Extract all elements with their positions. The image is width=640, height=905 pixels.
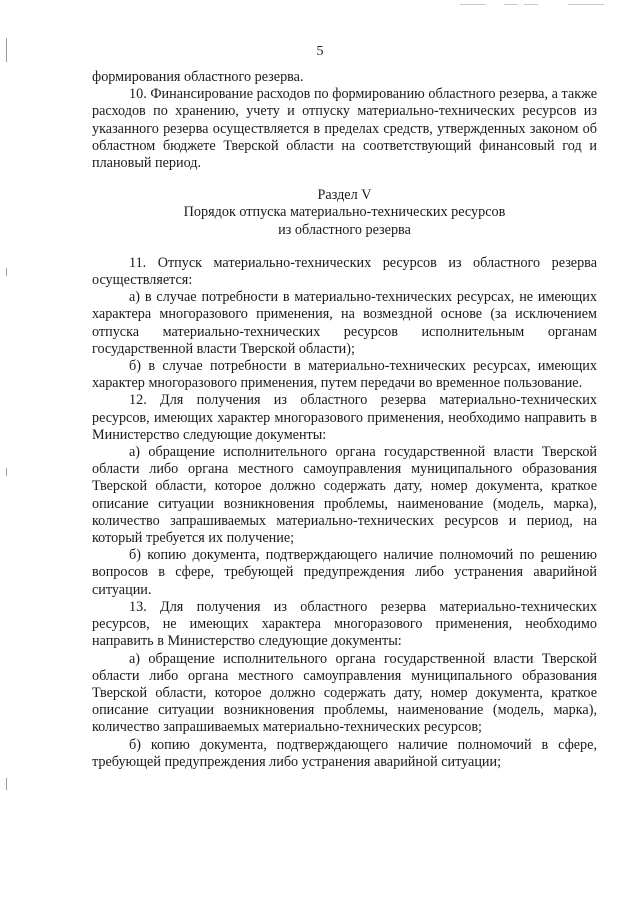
section-title-line: Порядок отпуска материально-технических ресурсов <box>183 204 506 221</box>
margin-scan-mark <box>6 468 7 476</box>
paragraph: 13. Для получения из областного резерва материально-технических ресурсов, не имеющих характера многоразового применения, необходимо направить в Министерство следующие документы: <box>92 598 597 650</box>
paragraph: 11. Отпуск материально-технических ресурсов из областного резерва осуществляется: <box>92 254 597 289</box>
paragraph: а) обращение исполнительного органа государственной власти Тверской области либо органа местного самоуправления муниципального образования Тверской области, которое должно содержать дату, номер документа, краткое описание ситуации возникновения проблемы, наименование (модель, марка), количество запрашиваемых материально-технических ресурсов и период, на который требуется их получение; <box>92 444 597 547</box>
section-number: Раздел V <box>317 187 372 204</box>
paragraph: 12. Для получения из областного резерва материально-технических ресурсов, имеющих характер многоразового применения, необходимо направить в Министерство следующие документы: <box>92 392 597 443</box>
paragraph: а) в случае потребности в материально-технических ресурсах, не имеющих характера многоразового применения, на возмездной основе (за исключением отпуска материально-технических ресурсов исполнительным органам государственной власти Тверской области); <box>92 289 597 357</box>
paragraph: 10. Финансирование расходов по формированию областного резерва, а также расходов по хранению, учету и отпуску материально-технических ресурсов из указанного резерва осуществляется в пределах средств, утвержденных законом об областном бюджете Тверской области на соответствующий финансовый год и плановый период. <box>92 86 597 172</box>
paragraph: б) копию документа, подтверждающего наличие полномочий по решению вопросов в сфере, требующей предупреждения либо устранения аварийной ситуации. <box>92 547 597 598</box>
section-title-line: из областного резерва <box>278 221 411 238</box>
paragraph: формирования областного резерва. <box>92 69 304 85</box>
paragraph: б) в случае потребности в материально-технических ресурсах, имеющих характер многоразового применения, путем передачи во временное пользование. <box>92 358 597 392</box>
section-heading <box>92 187 597 239</box>
page-number: 5 <box>316 44 324 59</box>
margin-scan-mark <box>6 268 7 276</box>
document-body <box>92 69 597 771</box>
scan-artifact-marks <box>440 4 620 6</box>
paragraph: б) копию документа, подтверждающего наличие полномочий в сфере, требующей предупреждения либо устранения аварийной ситуации; <box>92 736 597 770</box>
paragraph: а) обращение исполнительного органа государственной власти Тверской области либо органа местного самоуправления муниципального образования Тверской области, которое должно содержать дату, номер документа, краткое описание ситуации возникновения проблемы, наименование (модель, марка), количество запрашиваемых материально-технических ресурсов; <box>92 650 597 736</box>
margin-scan-mark <box>6 778 7 790</box>
